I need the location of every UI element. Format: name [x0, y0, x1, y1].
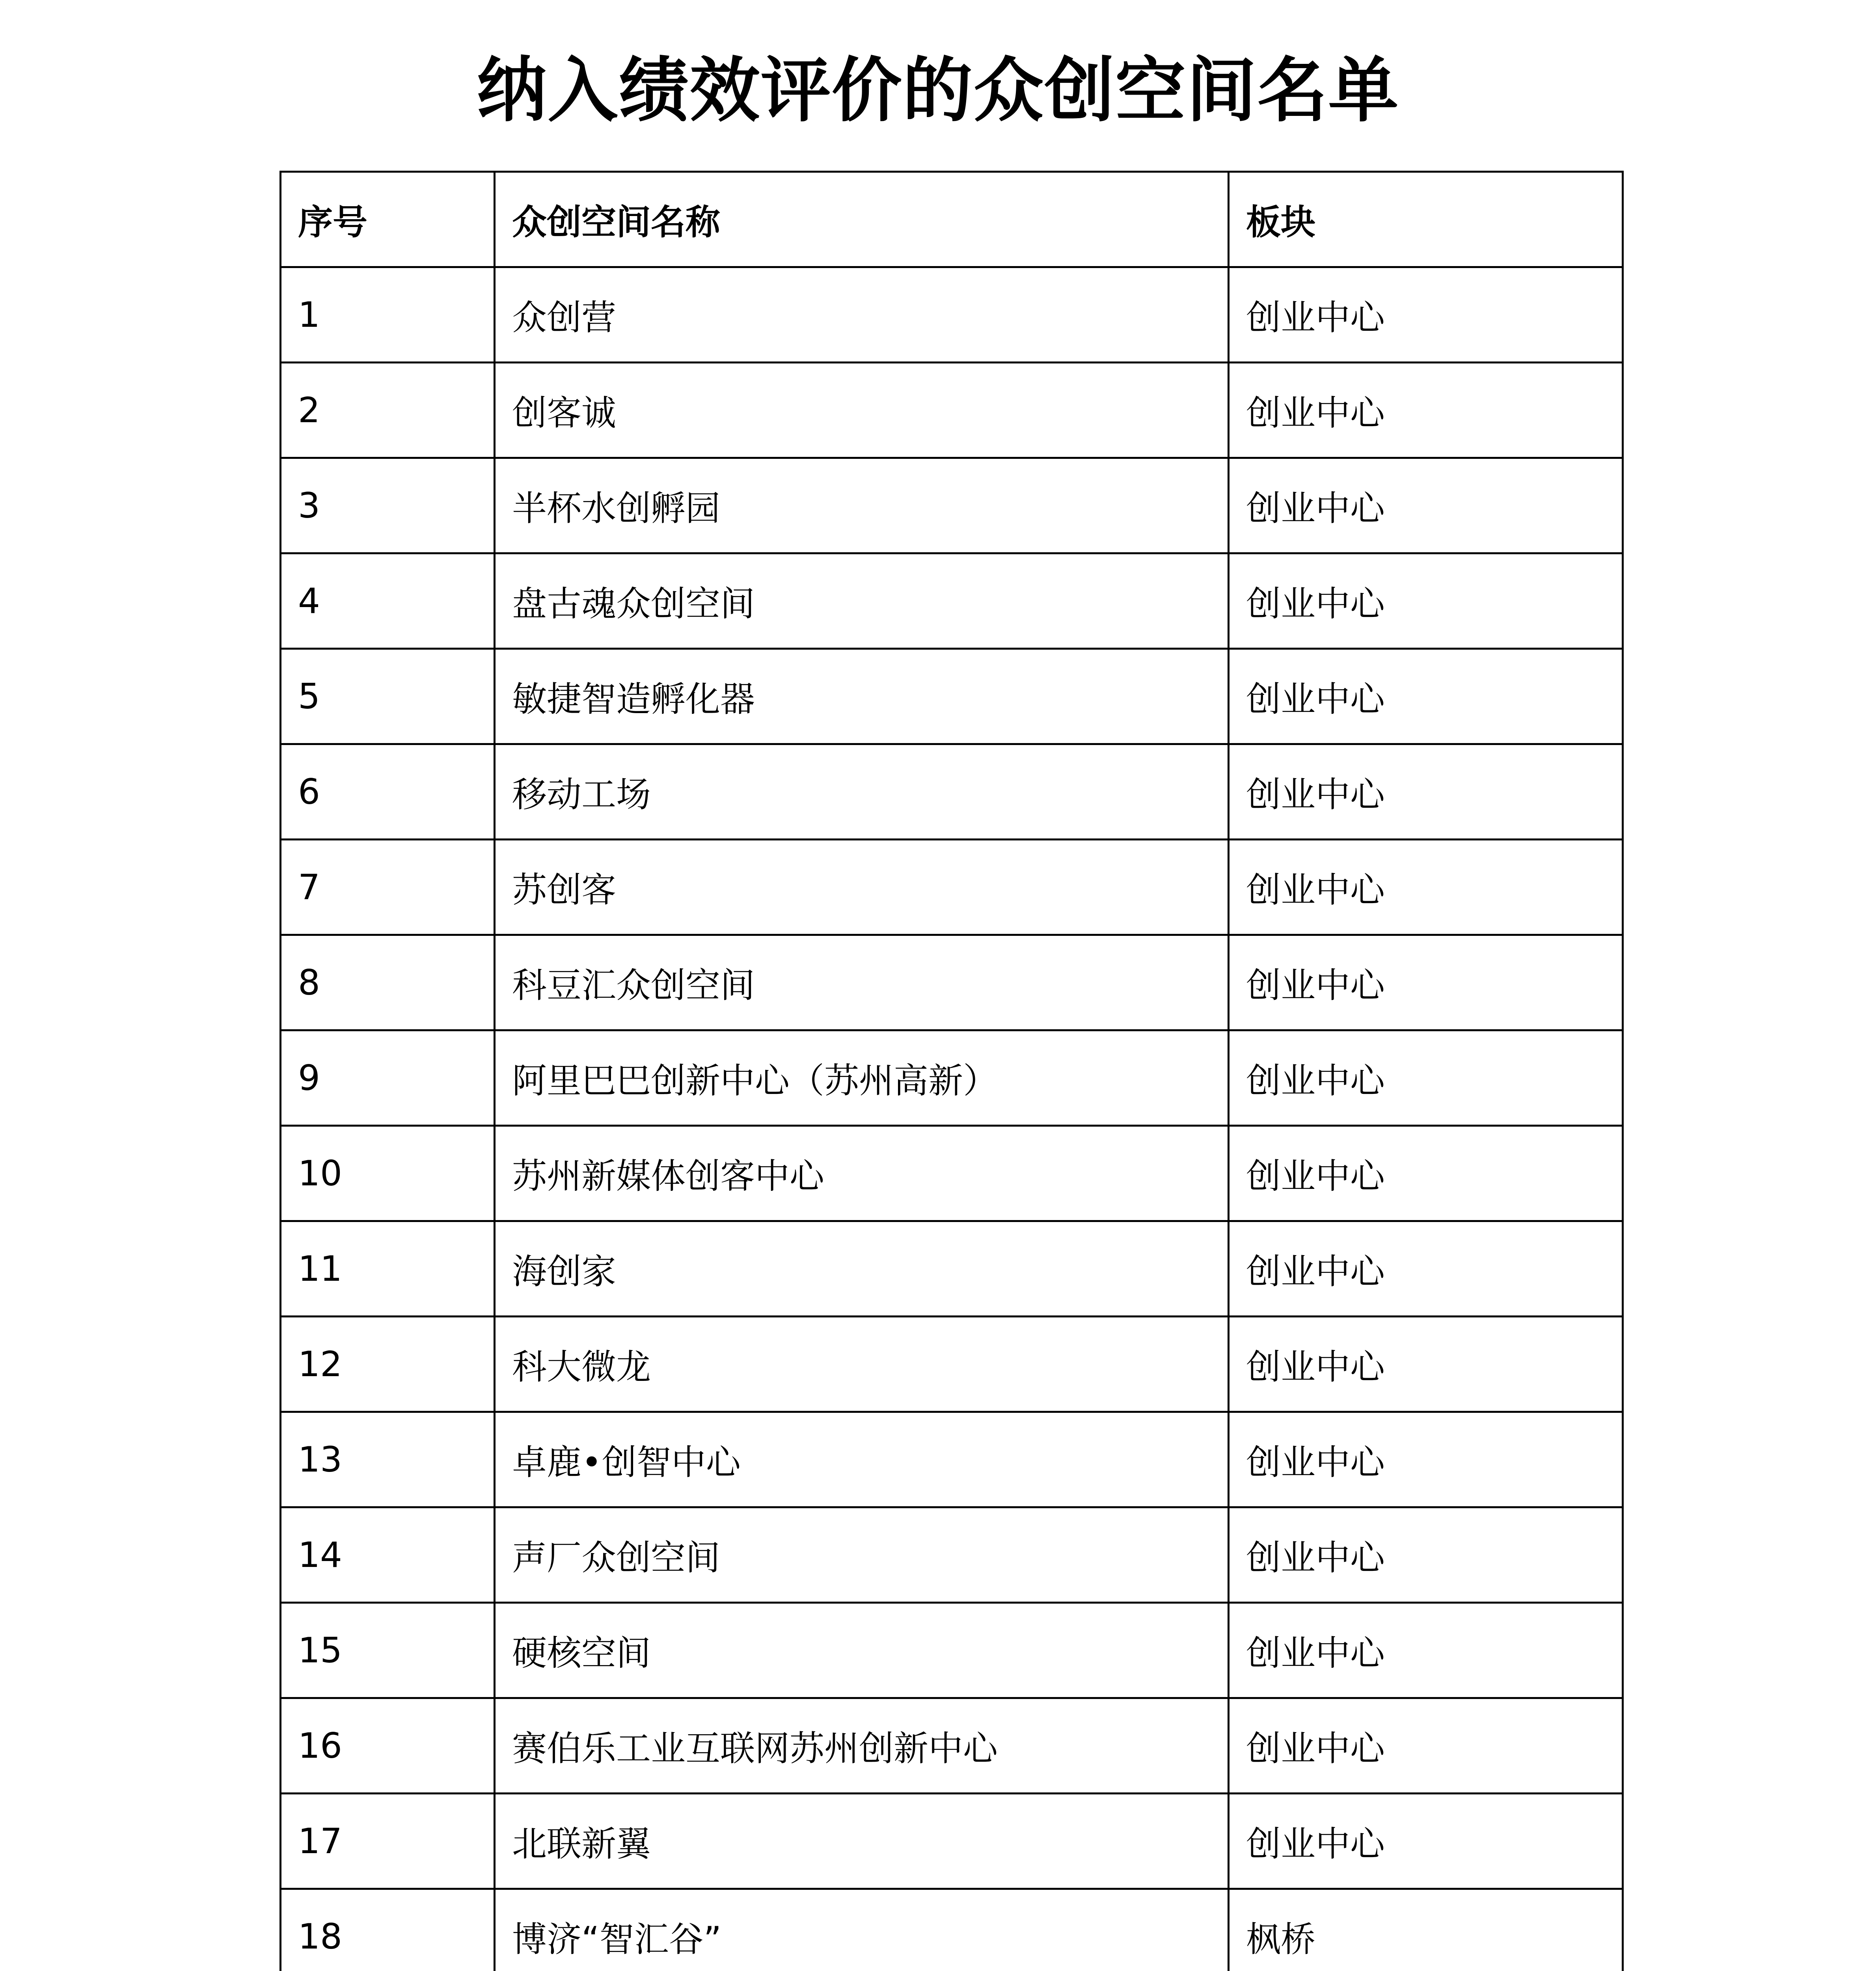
- cell-name: 博济“智汇谷”: [495, 1889, 1229, 1971]
- table-row: [281, 1794, 1623, 1889]
- column-header-index: 序号: [281, 172, 495, 267]
- cell-index: 7: [281, 840, 495, 935]
- table-row: [281, 1317, 1623, 1412]
- table-row: [281, 1221, 1623, 1317]
- cell-district: 创业中心: [1229, 1030, 1623, 1126]
- table-body: [281, 267, 1623, 1971]
- cell-name: 北联新翼: [495, 1794, 1229, 1889]
- cell-district: 创业中心: [1229, 553, 1623, 649]
- cell-index: 14: [281, 1507, 495, 1603]
- cell-district: 创业中心: [1229, 1126, 1623, 1221]
- cell-name: 苏州新媒体创客中心: [495, 1126, 1229, 1221]
- cell-index: 13: [281, 1412, 495, 1507]
- cell-name: 声厂众创空间: [495, 1507, 1229, 1603]
- cell-name: 敏捷智造孵化器: [495, 649, 1229, 744]
- cell-district: 枫桥: [1229, 1889, 1623, 1971]
- cell-name: 赛伯乐工业互联网苏州创新中心: [495, 1698, 1229, 1794]
- table-row: [281, 1412, 1623, 1507]
- cell-index: 16: [281, 1698, 495, 1794]
- cell-district: 创业中心: [1229, 1221, 1623, 1317]
- cell-district: 创业中心: [1229, 1698, 1623, 1794]
- cell-district: 创业中心: [1229, 1603, 1623, 1698]
- cell-index: 4: [281, 553, 495, 649]
- cell-index: 1: [281, 267, 495, 363]
- cell-name: 半杯水创孵园: [495, 458, 1229, 553]
- cell-district: 创业中心: [1229, 363, 1623, 458]
- cell-district: 创业中心: [1229, 1317, 1623, 1412]
- cell-name: 移动工场: [495, 744, 1229, 840]
- cell-index: 15: [281, 1603, 495, 1698]
- column-header-name: 众创空间名称: [495, 172, 1229, 267]
- table-row: [281, 1603, 1623, 1698]
- table-row: [281, 267, 1623, 363]
- cell-index: 6: [281, 744, 495, 840]
- cell-name: 创客诚: [495, 363, 1229, 458]
- cell-index: 18: [281, 1889, 495, 1971]
- cell-index: 10: [281, 1126, 495, 1221]
- table-row: [281, 935, 1623, 1030]
- document-title: 纳入绩效评价的众创空间名单: [477, 50, 1399, 131]
- cell-name: 卓鹿•创智中心: [495, 1412, 1229, 1507]
- cell-index: 12: [281, 1317, 495, 1412]
- cell-index: 5: [281, 649, 495, 744]
- cell-district: 创业中心: [1229, 649, 1623, 744]
- column-header-district: 板块: [1229, 172, 1623, 267]
- cell-index: 17: [281, 1794, 495, 1889]
- table-row: [281, 1507, 1623, 1603]
- table-header-row: [281, 172, 1623, 267]
- incubator-table: [279, 171, 1624, 1971]
- cell-district: 创业中心: [1229, 1412, 1623, 1507]
- table-row: [281, 1030, 1623, 1126]
- cell-district: 创业中心: [1229, 1507, 1623, 1603]
- cell-name: 苏创客: [495, 840, 1229, 935]
- table-row: [281, 1698, 1623, 1794]
- cell-district: 创业中心: [1229, 935, 1623, 1030]
- cell-district: 创业中心: [1229, 840, 1623, 935]
- table-row: [281, 1126, 1623, 1221]
- table-row: [281, 553, 1623, 649]
- cell-index: 9: [281, 1030, 495, 1126]
- cell-name: 阿里巴巴创新中心（苏州高新）: [495, 1030, 1229, 1126]
- cell-district: 创业中心: [1229, 267, 1623, 363]
- cell-index: 3: [281, 458, 495, 553]
- cell-district: 创业中心: [1229, 744, 1623, 840]
- table-row: [281, 840, 1623, 935]
- table-header: [281, 172, 1623, 267]
- table-row: [281, 649, 1623, 744]
- cell-district: 创业中心: [1229, 458, 1623, 553]
- table-row: [281, 744, 1623, 840]
- cell-name: 盘古魂众创空间: [495, 553, 1229, 649]
- cell-name: 硬核空间: [495, 1603, 1229, 1698]
- table-row: [281, 363, 1623, 458]
- cell-name: 科大微龙: [495, 1317, 1229, 1412]
- cell-index: 8: [281, 935, 495, 1030]
- cell-name: 众创营: [495, 267, 1229, 363]
- cell-district: 创业中心: [1229, 1794, 1623, 1889]
- table-row: [281, 458, 1623, 553]
- table-row: [281, 1889, 1623, 1971]
- cell-name: 科豆汇众创空间: [495, 935, 1229, 1030]
- cell-name: 海创家: [495, 1221, 1229, 1317]
- cell-index: 11: [281, 1221, 495, 1317]
- cell-index: 2: [281, 363, 495, 458]
